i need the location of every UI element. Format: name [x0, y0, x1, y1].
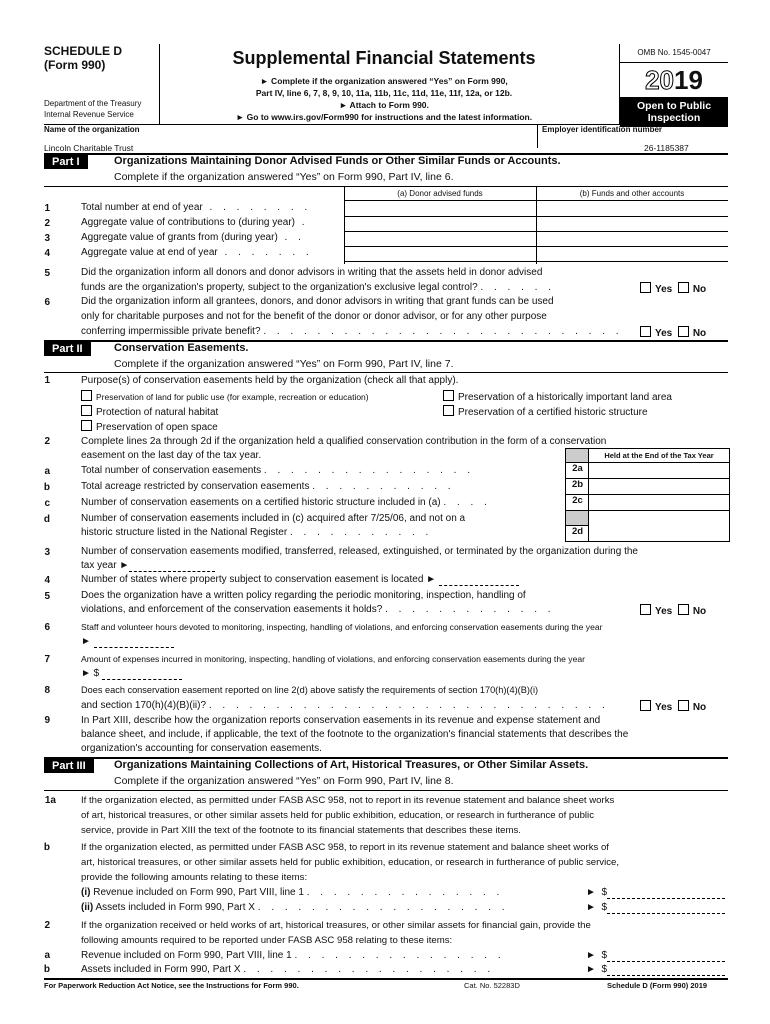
footer-form-id: Schedule D (Form 990) 2019	[607, 981, 708, 990]
held-header	[588, 448, 730, 463]
line-num: 2	[44, 920, 50, 931]
line-num: 2	[44, 436, 50, 447]
col-a-header: (a) Donor advised funds	[397, 189, 483, 198]
p2-line-9c: organization's accounting for conservation easements.	[81, 743, 322, 754]
p1-line-2-col-a-input[interactable]	[345, 217, 535, 230]
p3-line-1b-1: If the organization elected, as permitted under FASB ASC 958, to report in its revenue statement and balance sheet works of	[81, 842, 609, 853]
p2-line-7-input-row: ► $	[81, 668, 182, 680]
no-label: No	[692, 702, 707, 713]
p3-line-2-a-amount[interactable]: ► $	[586, 950, 725, 962]
input-2d[interactable]	[588, 510, 730, 542]
line-code-2d: 2d	[565, 525, 590, 542]
p3-line-2-b-amount[interactable]: ► $	[586, 964, 725, 976]
p2-line-7: Amount of expenses incurred in monitoring, inspecting, handling of violations, and enforcing conservation easements during the year	[81, 654, 585, 664]
p3-line-2-b: Assets included in Form 990, Part X . . . . . . . . . . . . . . . . . . .	[81, 964, 495, 975]
p2-line-5a: Does the organization have a written policy regarding the periodic monitoring, inspection, handling of	[81, 590, 526, 601]
line-num: 3	[44, 233, 50, 244]
p2-line-8-yes-no[interactable]	[640, 700, 706, 713]
p1-line-6-yes-no[interactable]	[640, 326, 706, 339]
p2-line-4	[81, 574, 519, 586]
p2-opt-land[interactable]	[81, 390, 369, 402]
part-1-label: Part I	[44, 155, 88, 169]
line-num: 4	[44, 248, 50, 259]
line-num: 4	[44, 575, 50, 586]
yes-checkbox[interactable]	[640, 326, 651, 337]
line-num: 5	[44, 268, 50, 279]
p1-line-6b: only for charitable purposes and not for the benefit of the donor or donor advisor, or for any other purpose	[81, 311, 547, 322]
p2-line-3b-text: tax year ►	[81, 560, 130, 571]
p1-line-6c: conferring impermissible private benefit? . . . . . . . . . . . . . . . . . . . . . . . . . . .	[81, 326, 623, 337]
line-num: 6	[44, 622, 50, 633]
p1-line-1-col-b-input[interactable]	[537, 202, 727, 215]
line-num: 1	[44, 375, 50, 386]
instruction-3: ► Attach to Form 990.	[339, 100, 429, 110]
p2-opt-historic-structure-label: Preservation of a certified historic structure	[458, 407, 648, 418]
checkbox[interactable]	[443, 405, 454, 416]
p1-line-3	[81, 232, 305, 243]
footer-paperwork: For Paperwork Reduction Act Notice, see the Instructions for Form 990.	[44, 981, 299, 990]
schedule-label: SCHEDULE D	[44, 44, 123, 58]
p2-line-8b-text: and section 170(h)(4)(B)(ii)?	[81, 700, 207, 711]
p2-opt-historic-land-label: Preservation of a historically important land area	[458, 392, 672, 403]
omb-number: OMB No. 1545-0047	[620, 44, 728, 63]
line-code-2b: 2b	[565, 478, 590, 495]
title-block	[204, 44, 564, 123]
p3-line-1b-ii-amount[interactable]: ► $	[586, 902, 725, 914]
year-suffix: 19	[674, 65, 703, 95]
dept-label	[44, 98, 154, 120]
line-letter: a	[44, 950, 50, 961]
line-letter: c	[44, 498, 50, 509]
p2-line-d1: Number of conservation easements included in (c) acquired after 7/25/06, and not on a	[81, 513, 466, 524]
part-2-label: Part II	[44, 342, 91, 356]
p1-line-2	[81, 217, 309, 228]
yes-checkbox[interactable]	[640, 282, 651, 293]
p1-line-6c-text: conferring impermissible private benefit?	[81, 326, 261, 337]
checkbox[interactable]	[443, 390, 454, 401]
no-checkbox[interactable]	[678, 326, 689, 337]
p2-line-6-input-row: ►	[81, 636, 174, 648]
form-id-block	[44, 44, 154, 120]
p2-line-a: Total number of conservation easements . . . . . . . . . . . . . . . .	[81, 465, 475, 476]
line-letter: d	[43, 514, 50, 525]
p2-line-3b	[81, 560, 215, 572]
p1-line-5b-text: funds are the organization's property, subject to the organization's exclusive legal control?	[81, 282, 478, 293]
p1-line-5-yes-no[interactable]	[640, 282, 706, 295]
p2-line-c: Number of conservation easements on a certified historic structure included in (a) . . . .	[81, 497, 491, 508]
line-num: 2	[44, 218, 50, 229]
org-name-field[interactable]: Lincoln Charitable Trust	[44, 143, 134, 153]
checkbox[interactable]	[81, 420, 92, 431]
no-checkbox[interactable]	[678, 700, 689, 711]
part-3-subtitle: Complete if the organization answered “Yes” on Form 990, Part IV, line 8.	[114, 775, 454, 787]
open-line-2: Inspection	[647, 112, 701, 124]
p2-line-7-input[interactable]	[102, 668, 182, 680]
open-to-public-badge	[620, 97, 728, 127]
line-letter: b	[43, 482, 50, 493]
p2-line-5b-text: violations, and enforcement of the conservation easements it holds?	[81, 604, 383, 615]
ein-label: Employer identification number	[542, 125, 663, 134]
p2-opt-habitat-label: Protection of natural habitat	[96, 407, 219, 418]
amount-input[interactable]	[607, 964, 725, 976]
p1-line-text: Aggregate value at end of year	[81, 247, 218, 258]
p2-line-8a: Does each conservation easement reported on line 2(d) above satisfy the requirements of section 170(h)(4)(B)(i)	[81, 685, 539, 695]
p2-line-3a: Number of conservation easements modified, transferred, released, extinguished, or terminated by the organization during the	[81, 546, 638, 557]
p3-line-1b-ii: (ii) Assets included in Form 990, Part X . . . . . . . . . . . . . . . . . . .	[81, 902, 509, 913]
p2-opt-historic-structure[interactable]	[443, 405, 648, 418]
amount-input[interactable]	[607, 902, 725, 914]
p3-line-2-b-text: Assets included in Form 990, Part X	[81, 964, 241, 975]
no-label: No	[692, 606, 707, 617]
p1-line-3-col-a-input[interactable]	[345, 232, 535, 245]
form-page	[44, 44, 728, 994]
dept-line-1: Department of the Treasury	[44, 99, 142, 108]
p3-line-2-a: Revenue included on Form 990, Part VIII, line 1 . . . . . . . . . . . . . . . .	[81, 950, 505, 961]
p2-line-9a: In Part XIII, describe how the organization reports conservation easements in its revenue and expense statement and	[81, 715, 601, 726]
p3-line-1b-i: (i) Revenue included on Form 990, Part VIII, line 1 . . . . . . . . . . . . . . .	[81, 887, 504, 898]
p2-line-4-text: Number of states where property subject to conservation easement is located ►	[81, 574, 437, 585]
p2-line-2b: easement on the last day of the tax year.	[81, 450, 262, 461]
instruction-4: ► Go to www.irs.gov/Form990 for instructions and the latest information.	[235, 112, 533, 122]
form-title: Supplemental Financial Statements	[232, 48, 536, 68]
year-prefix: 20	[645, 65, 674, 95]
line-code-2c: 2c	[565, 494, 590, 511]
p1-line-2-col-b-input[interactable]	[537, 217, 727, 230]
checkbox[interactable]	[81, 390, 92, 401]
line-num: 1	[44, 203, 50, 214]
tax-year	[620, 63, 728, 97]
p1-line-text: Aggregate value of grants from (during year)	[81, 232, 278, 243]
p1-line-5b: funds are the organization's property, subject to the organization's exclusive legal control? . . . . . .	[81, 282, 555, 293]
line-num: 3	[44, 547, 50, 558]
footer-cat-no: Cat. No. 52283D	[464, 981, 520, 990]
part-2-subtitle: Complete if the organization answered “Yes” on Form 990, Part IV, line 7.	[114, 358, 454, 370]
line-letter: b	[43, 964, 50, 975]
col-b-header: (b) Funds and other accounts	[579, 189, 685, 198]
line-num: 6	[44, 297, 50, 308]
p2-line-6: Staff and volunteer hours devoted to monitoring, inspecting, handling of violations, and enforcing conservation easements during the year	[81, 622, 603, 632]
p2-line-9b: balance sheet, and include, if applicable, the text of the footnote to the organization's financial statements that describes the	[81, 729, 629, 740]
p2-line-4-input[interactable]	[439, 574, 519, 586]
p3-line-2-a-text: Revenue included on Form 990, Part VIII, line 1	[81, 950, 292, 961]
line-letter: b	[43, 842, 50, 853]
dept-line-2: Internal Revenue Service	[44, 110, 134, 119]
instruction-2: Part IV, line 6, 7, 8, 9, 10, 11a, 11b, 11c, 11d, 11e, 11f, 12a, or 12b.	[255, 88, 513, 98]
yes-label: Yes	[655, 606, 673, 617]
input-2c[interactable]	[588, 494, 730, 511]
held-header-text: Held at the End of the Tax Year	[604, 451, 714, 460]
leader-dots: .	[295, 217, 309, 228]
leader-dots: . .	[277, 232, 305, 243]
p1-line-4	[81, 247, 313, 258]
omb-block	[620, 44, 728, 127]
p3-line-1b-i-amount[interactable]: ► $	[586, 887, 725, 899]
no-checkbox[interactable]	[678, 604, 689, 615]
instruction-1: ► Complete if the organization answered “Yes” on Form 990,	[260, 76, 508, 86]
p2-line-1: Purpose(s) of conservation easements held by the organization (check all that apply).	[81, 375, 459, 386]
yes-label: Yes	[655, 328, 673, 339]
line-letter: a	[44, 466, 50, 477]
part-3-title: Organizations Maintaining Collections of Art, Historical Treasures, or Other Similar Assets.	[114, 759, 589, 771]
org-name-label: Name of the organization	[44, 125, 140, 134]
amount-input[interactable]	[607, 887, 725, 899]
p1-line-1-col-a-input[interactable]	[345, 202, 535, 215]
line-code-2a: 2a	[565, 462, 590, 479]
p3-line-1b-ii-text: Assets included in Form 990, Part X	[95, 902, 255, 913]
p2-line-6-input[interactable]	[94, 636, 174, 648]
p2-opt-habitat[interactable]	[81, 405, 218, 418]
input-2a[interactable]	[588, 462, 730, 479]
p1-line-4-col-b-input[interactable]	[537, 247, 727, 260]
p1-line-text: Total number at end of year	[81, 202, 203, 213]
line-num: 5	[44, 591, 50, 602]
line-num: 7	[44, 654, 50, 665]
part-1-subtitle: Complete if the organization answered “Yes” on Form 990, Part IV, line 6.	[114, 171, 454, 183]
p3-line-1a-2: of art, historical treasures, or other similar assets held for public exhibition, education, or research in furtherance of public	[81, 810, 594, 821]
form-label: (Form 990)	[44, 58, 106, 72]
yes-label: Yes	[655, 284, 673, 295]
open-line-1: Open to Public	[636, 100, 712, 112]
shaded-cell	[565, 448, 590, 463]
p2-opt-open-space[interactable]	[81, 420, 218, 433]
p2-line-d2-text: historic structure listed in the National Register	[81, 527, 288, 538]
p2-line-5-yes-no[interactable]	[640, 604, 706, 617]
p2-line-5b: violations, and enforcement of the conservation easements it holds? . . . . . . . . . . . . .	[81, 604, 555, 615]
p1-line-3-col-b-input[interactable]	[537, 232, 727, 245]
p2-opt-open-space-label: Preservation of open space	[96, 422, 218, 433]
p1-line-6a: Did the organization inform all grantees, donors, and donor advisors in writing that grant funds can be used	[81, 296, 554, 307]
p3-line-2b: following amounts required to be reported under FASB ASC 958 relating to these items:	[81, 935, 453, 946]
p2-line-b: Total acreage restricted by conservation easements . . . . . . . . . . .	[81, 481, 455, 492]
yes-checkbox[interactable]	[640, 700, 651, 711]
p1-line-4-col-a-input[interactable]	[345, 247, 535, 260]
p2-line-c-text: Number of conservation easements on a certified historic structure included in (a)	[81, 497, 441, 508]
row-rule	[344, 261, 728, 262]
no-label: No	[692, 328, 707, 339]
p1-line-5a: Did the organization inform all donors and donor advisors in writing that the assets held in donor advised	[81, 267, 543, 278]
line-num: 9	[44, 715, 50, 726]
p2-line-3-input[interactable]	[129, 560, 215, 572]
p3-line-1b-3: provide the following amounts relating to these items:	[81, 872, 308, 883]
p3-line-1a-3: service, provide in Part XIII the text of the footnote to its financial statements that describes these items.	[81, 825, 521, 836]
part-2-title: Conservation Easements.	[114, 342, 249, 354]
no-checkbox[interactable]	[678, 282, 689, 293]
checkbox[interactable]	[81, 405, 92, 416]
p2-line-8b: and section 170(h)(4)(B)(ii)? . . . . . . . . . . . . . . . . . . . . . . . . . . . . . .	[81, 700, 609, 711]
p3-line-1b-2: art, historical treasures, or other similar assets held for public exhibition, education, or research in furtherance of public service,	[81, 857, 620, 868]
p1-line-text: Aggregate value of contributions to (during year)	[81, 217, 296, 228]
line-num: 1a	[44, 795, 56, 806]
line-num: 8	[44, 685, 50, 696]
leader-dots: . . . . . . .	[217, 247, 313, 258]
leader-dots: . . . . . . . .	[202, 202, 312, 213]
amount-input[interactable]	[607, 950, 725, 962]
p2-line-a-text: Total number of conservation easements	[81, 465, 262, 476]
no-label: No	[692, 284, 707, 295]
p3-line-1b-i-text: Revenue included on Form 990, Part VIII, line 1	[93, 887, 304, 898]
p3-line-2a: If the organization received or held works of art, historical treasures, or other similar assets for financial gain, provide the	[81, 920, 591, 931]
p3-line-1a-1: If the organization elected, as permitted under FASB ASC 958, not to report in its revenue statement and balance sheet works	[81, 795, 615, 806]
yes-label: Yes	[655, 702, 673, 713]
p2-line-2a: Complete lines 2a through 2d if the organization held a qualified conservation contribution in the form of a conservation	[81, 436, 607, 447]
ein-field[interactable]: 26-1185387	[644, 143, 689, 153]
p2-opt-land-label: Preservation of land for public use (for example, recreation or education)	[96, 392, 369, 402]
p1-line-1	[81, 202, 311, 213]
yes-checkbox[interactable]	[640, 604, 651, 615]
p2-opt-historic-land[interactable]	[443, 390, 672, 403]
input-2b[interactable]	[588, 478, 730, 495]
p2-line-d2: historic structure listed in the National Register . . . . . . . . . . .	[81, 527, 433, 538]
part-3-label: Part III	[44, 759, 94, 773]
part-1-title: Organizations Maintaining Donor Advised Funds or Other Similar Funds or Accounts.	[114, 155, 561, 167]
p2-line-b-text: Total acreage restricted by conservation easements	[81, 481, 310, 492]
shaded-cell	[565, 510, 590, 526]
